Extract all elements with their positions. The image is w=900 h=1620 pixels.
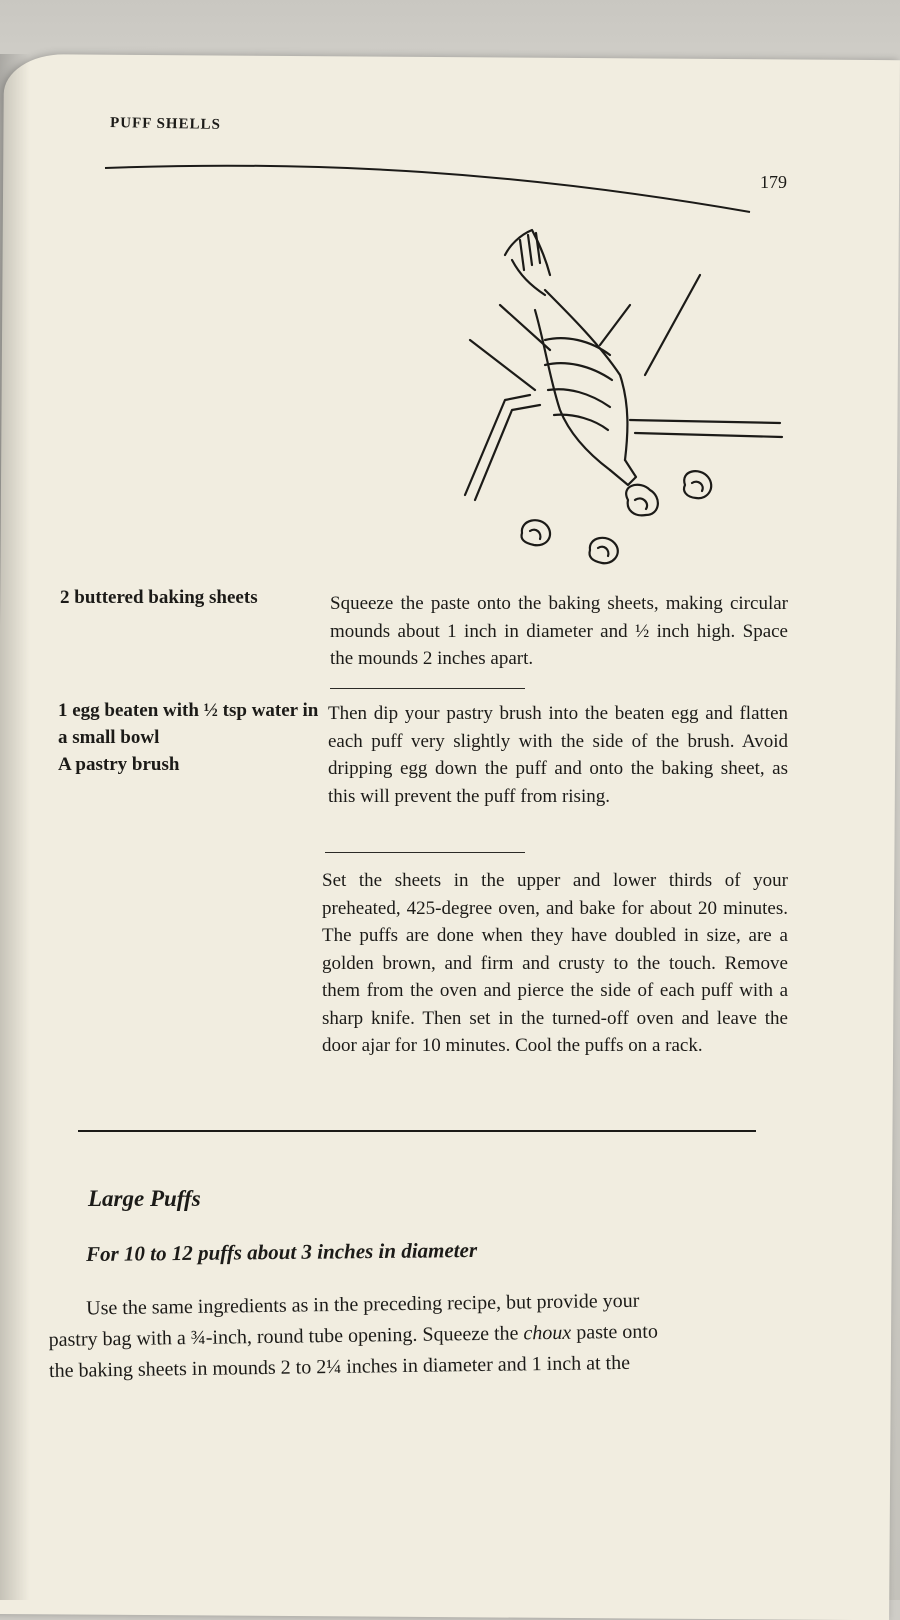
section-rule	[78, 1130, 756, 1132]
section-text-line-1: Use the same ingredients as in the preceding recipe, but provide your	[86, 1289, 640, 1320]
section-text-choux: choux	[523, 1321, 572, 1345]
section-text-line-2-b: paste onto	[571, 1320, 659, 1344]
running-head: PUFF SHELLS	[109, 115, 222, 133]
ingredient-egg-wash	[58, 697, 320, 778]
ingredient-pastry-brush: A pastry brush	[58, 754, 180, 775]
page-gutter-shadow	[0, 54, 30, 1600]
section-subtitle: For 10 to 12 puffs about 3 inches in diameter	[85, 1237, 478, 1267]
step-3-text: Set the sheets in the upper and lower thirds of your preheated, 425-degree oven, and bake for about 20 minutes. The puffs are done when they have doubled in size, are a golden brown, and firm and crusty to the touch. Remove them from the oven and pierce the side of each puff with a sharp knife. Then set in the turned-off oven and leave the door ajar for 10 minutes. Cool the puffs on a rack.	[322, 870, 788, 1056]
ingredient-baking-sheets: 2 buttered baking sheets	[60, 587, 258, 608]
section-text-line-3: the baking sheets in mounds 2 to 2¼ inches in diameter and 1 inch at the	[48, 1351, 631, 1382]
step-1-text: Squeeze the paste onto the baking sheets, making circular mounds about 1 inch in diameter and ½ inch high. Space the mounds 2 inches apart.	[330, 593, 788, 669]
step-divider-1	[330, 688, 525, 689]
pastry-bag-illustration	[450, 215, 790, 585]
section-text	[48, 1284, 795, 1387]
section-title: Large Puffs	[88, 1186, 201, 1211]
step-2-text: Then dip your pastry brush into the beaten egg and flatten each puff very slightly with the side of the brush. Avoid dripping egg down the puff and onto the baking sheet, as this will prevent the puff from rising.	[328, 703, 788, 807]
section-text-line-2-a: pastry bag with a ¾-inch, round tube opening. Squeeze the	[48, 1322, 524, 1351]
page-number: 179	[760, 172, 787, 192]
ingredient-egg-line: 1 egg beaten with ½ tsp water in a small bowl	[58, 700, 319, 748]
step-divider-2	[325, 852, 525, 853]
header-rule	[100, 150, 760, 220]
